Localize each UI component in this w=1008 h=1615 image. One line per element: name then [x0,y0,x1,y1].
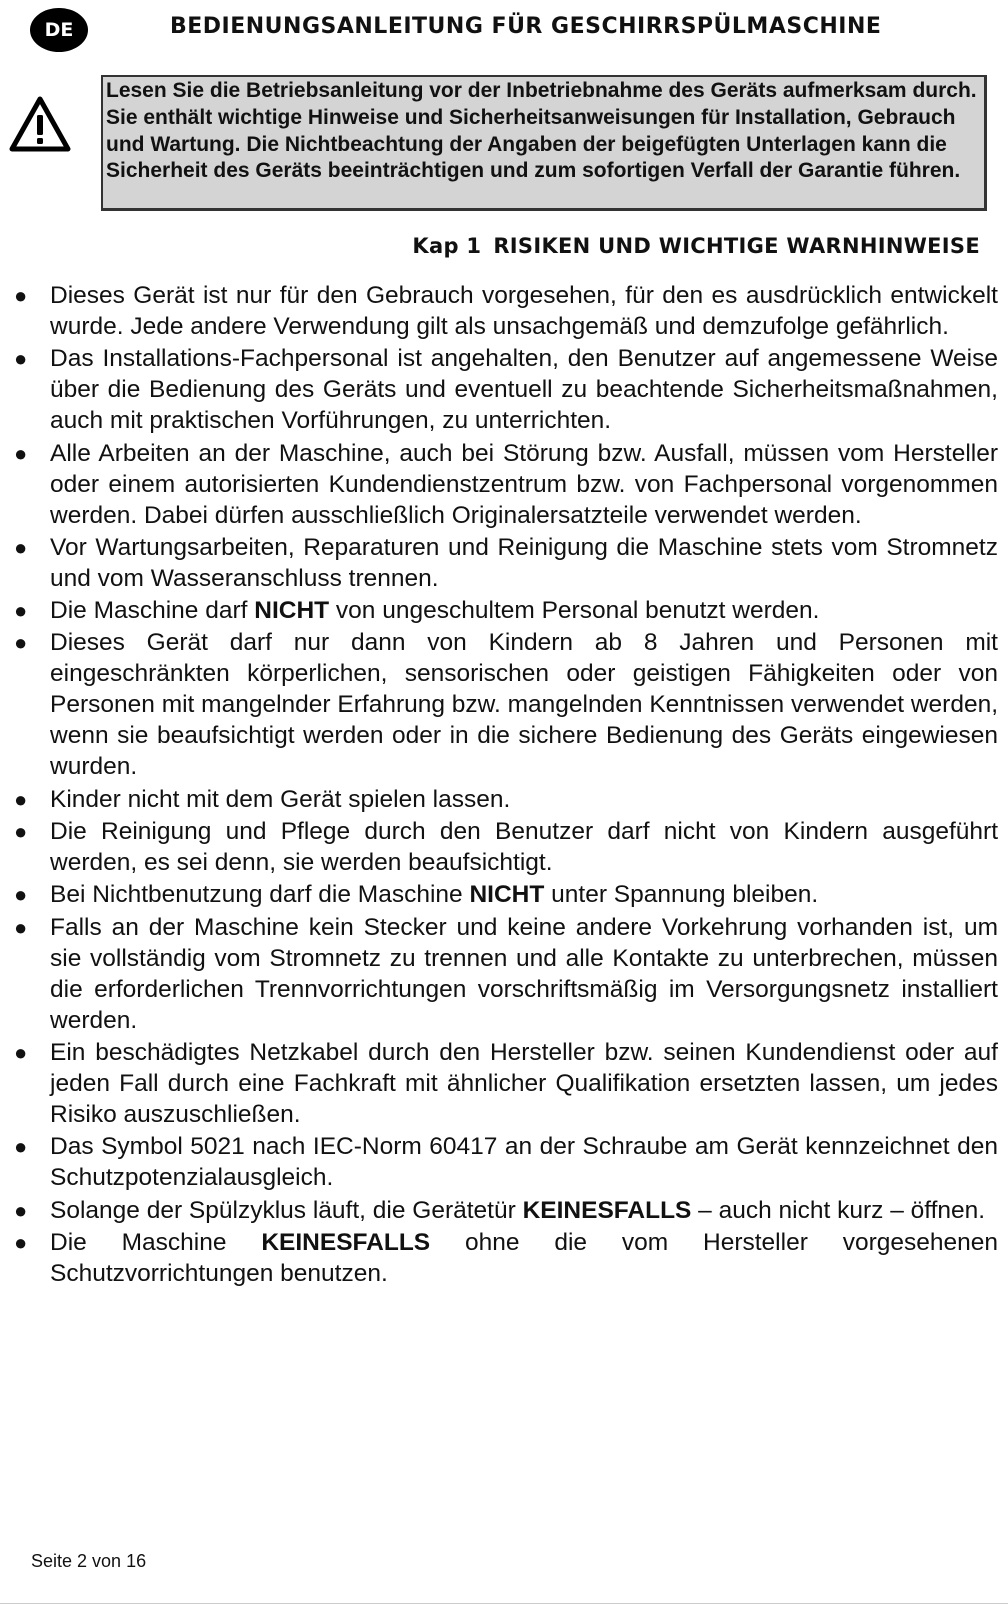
item-text: Das Installations-Fachpersonal ist angehalten, den Benutzer auf angemessene Weise über die Bedienung des Geräts und eventuell zu beachtende Sicherheitsmaßnahmen, auch mit praktischen Vorführungen, zu unterrichten. [50,345,998,435]
emphasis-text: KEINESFALLS [261,1228,431,1256]
item-text: Falls an der Maschine kein Stecker und keine andere Vorkehrung vorhanden ist, um sie vollständig vom Stromnetz zu trennen und alle Kontakte zu unterbrechen, müssen die erforderlichen Trennvorrichtungen vorschriftsmäßig im Versorgungsnetz installiert werden. [50,913,998,1034]
item-text: Das Symbol 5021 nach IEC-Norm 60417 an der Schraube am Gerät kennzeichnet den Schutzpotenzialausgleich. [50,1133,998,1192]
emphasis-text: NICHT [469,881,545,909]
list-item [12,343,1002,436]
bullet-icon: ● [14,786,28,812]
list-item [12,1131,1002,1193]
list-item [12,532,1002,594]
bullet-icon: ● [14,283,28,308]
item-text: Vor Wartungsarbeiten, Reparaturen und Reinigung die Maschine stets vom Stromnetz und vom Wasseranschluss trennen. [50,533,998,592]
bullet-icon: ● [14,819,28,845]
chapter-heading [412,234,980,258]
bullet-icon: ● [14,882,28,908]
bullet-icon: ● [14,1039,28,1065]
document-title: BEDIENUNGSANLEITUNG FÜR GESCHIRRSPÜLMASCHINE [170,14,882,39]
list-item [12,280,1002,342]
list-item [12,1195,1002,1226]
list-item [12,595,1002,626]
emphasis-text: NICHT [254,597,330,625]
item-text: Die Reinigung und Pflege durch den Benutzer darf nicht von Kindern ausgeführt werden, es sei denn, sie werden beaufsichtigt. [50,818,998,877]
bullet-icon: ● [14,1134,28,1160]
emphasis-text: KEINESFALLS [522,1196,692,1224]
bullet-icon: ● [14,914,28,940]
list-item [12,438,1002,531]
chapter-number: Kap 1 [412,234,482,258]
item-text: Kinder nicht mit dem Gerät spielen lassen. [50,785,511,813]
item-text: Ein beschädigtes Netzkabel durch den Hersteller bzw. seinen Kundendienst oder auf jeden Fall durch eine Fachkraft mit ähnlicher Qualifikation ersetzten lassen, um jedes Risiko auszuschließen. [50,1038,998,1128]
item-text: Solange der Spülzyklus läuft, die Gerätetür KEINESFALLS – auch nicht kurz – öffnen. [50,1196,986,1224]
list-item [12,879,1002,910]
item-text: Dieses Gerät darf nur dann von Kindern ab 8 Jahren und Personen mit eingeschränkten körperlichen, sensorischen oder geistigen Fähigkeiten oder von Personen mit mangelnder Erfahrung bzw. mangelnden Kenntnissen verwendet werden, wenn sie beaufsichtigt werden oder in die sichere Bedienung des Geräts eingewiesen wurden. [50,629,998,781]
page-bottom-divider [0,1603,1008,1604]
item-text: Bei Nichtbenutzung darf die Maschine NICHT unter Spannung bleiben. [50,881,819,909]
list-item [12,816,1002,878]
safety-notice-box: Lesen Sie die Betriebsanleitung vor der Inbetriebnahme des Geräts aufmerksam durch. Sie enthält wichtige Hinweise und Sicherheitsanweisungen für Installation, Gebrauch und Wartung. Die Nichtbeachtung der Angaben der beigefügten Unterlagen kann die Sicherheit des Geräts beeinträchtigen und zum sofortigen Verfall der Garantie führen. [101,75,987,211]
warning-triangle-icon [8,95,72,153]
item-text: Die Maschine KEINESFALLS ohne die vom Hersteller vorgesehenen Schutzvorrichtungen benutzen. [50,1228,998,1287]
bullet-icon: ● [14,534,28,560]
bullet-icon: ● [14,346,28,372]
list-item [12,627,1002,782]
list-item [12,1037,1002,1130]
list-item [12,1227,1002,1289]
chapter-title: RISIKEN UND WICHTIGE WARNHINWEISE [493,234,980,258]
bullet-icon: ● [14,630,28,656]
item-text: Dieses Gerät ist nur für den Gebrauch vorgesehen, für den es ausdrücklich entwickelt wurde. Jede andere Verwendung gilt als unsachgemäß und demzufolge gefährlich. [50,282,998,340]
item-text: Die Maschine darf NICHT von ungeschultem Personal benutzt werden. [50,597,820,625]
bullet-icon: ● [14,598,28,624]
bullet-icon: ● [14,1197,28,1223]
list-item [12,912,1002,1036]
risk-warning-list [12,280,1002,1290]
item-text: Alle Arbeiten an der Maschine, auch bei Störung bzw. Ausfall, müssen vom Hersteller oder einem autorisierten Kundendienstzentrum bzw. von Fachpersonal vorgenommen werden. Dabei dürfen ausschließlich Originalersatzteile verwendet werden. [50,439,998,529]
language-badge: DE [30,8,88,52]
list-item [12,784,1002,815]
bullet-icon: ● [14,440,28,466]
bullet-icon: ● [14,1229,28,1255]
page-number: Seite 2 von 16 [31,1551,147,1571]
